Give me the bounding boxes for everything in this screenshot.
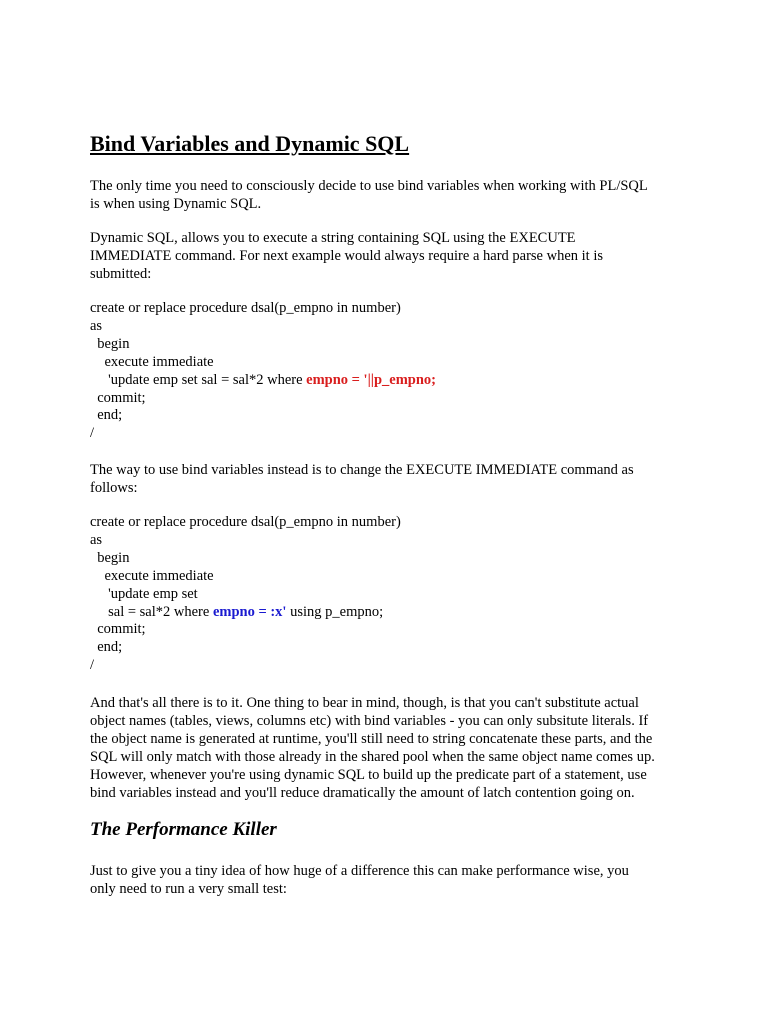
- code-text: create or replace procedure dsal(p_empno in number) as begin execute immediate 'update emp set sal = sal*2 where: [90, 514, 401, 620]
- code-block-hard-parse: [90, 300, 436, 443]
- explanation-paragraph: And that's all there is to it. One thing to bear in mind, though, is that you can't substitute actual object names (tables, views, columns etc) with bind variables - you can only subsitute literals. If the object name is generated at runtime, you'll still need to string concatenate these parts, and the SQL will only match with those already in the shared pool when the same object name comes up. However, whenever you're using dynamic SQL to build up the predicate part of a statement, use bind variables instead and you'll reduce dramatically the amount of latch contention going on.: [90, 695, 655, 801]
- code-text: using p_empno; commit; end; /: [90, 603, 384, 674]
- code-text: create or replace procedure dsal(p_empno in number) as begin execute immediate 'update emp set sal = sal*2 where: [90, 300, 401, 388]
- intro-paragraph: The only time you need to consciously decide to use bind variables when working with PL/SQL is when using Dynamic SQL.: [90, 178, 648, 212]
- code-highlight-concatenation: empno = '||p_empno;: [306, 371, 437, 388]
- code-block-bind-variable: [90, 514, 401, 675]
- performance-paragraph: Just to give you a tiny idea of how huge of a difference this can make performance wise, you only need to run a very small test:: [90, 863, 629, 897]
- section-heading: The Performance Killer: [90, 819, 277, 840]
- code-highlight-bind: empno = :x': [212, 603, 287, 620]
- dynamic-sql-paragraph: Dynamic SQL, allows you to execute a string containing SQL using the EXECUTE IMMEDIATE command. For next example would always require a hard parse when it is submitted:: [90, 230, 604, 282]
- code-text: commit; end; /: [90, 389, 146, 442]
- page-title: Bind Variables and Dynamic SQL: [90, 131, 410, 156]
- bind-variable-paragraph: The way to use bind variables instead is to change the EXECUTE IMMEDIATE command as follows:: [90, 462, 634, 496]
